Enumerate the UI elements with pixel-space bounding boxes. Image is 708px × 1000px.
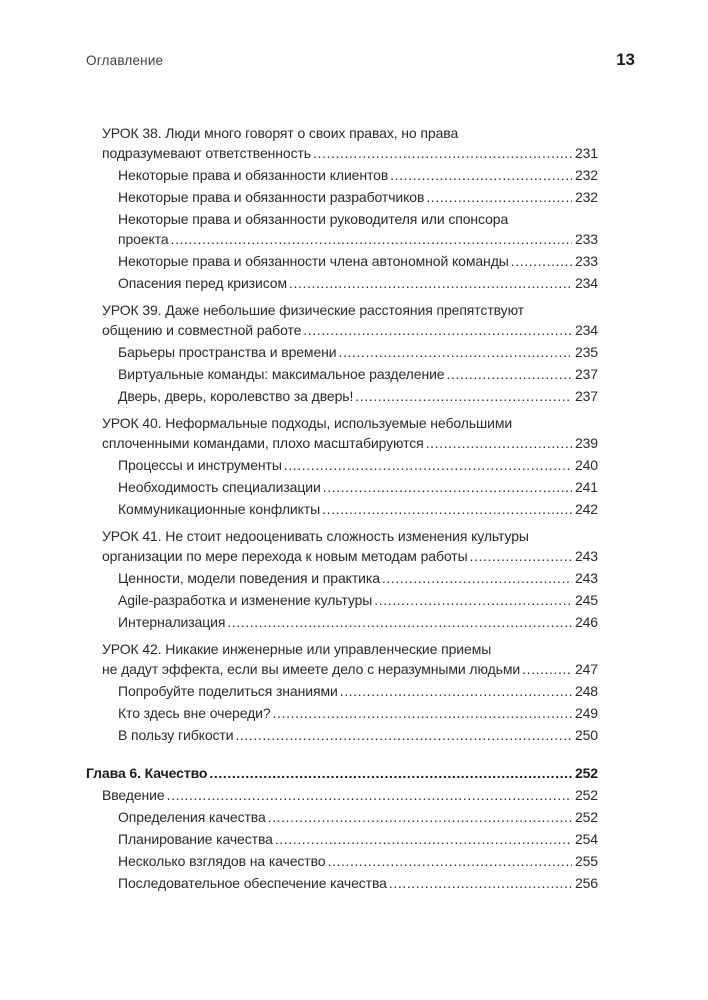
toc-page-number: 252 — [574, 765, 598, 781]
toc-entry-leader-row — [86, 763, 598, 783]
toc-entry-text: подразумевают ответственность — [102, 145, 312, 161]
toc-entry-text: УРОК 39. Даже небольшие физические расстояния препятствуют — [102, 302, 524, 318]
dot-leader — [355, 386, 572, 406]
toc-entry — [86, 526, 598, 566]
toc-page-number: 231 — [574, 145, 598, 161]
dot-leader — [167, 785, 572, 805]
table-of-contents — [86, 116, 598, 893]
dot-leader — [522, 659, 572, 679]
toc-entry-text: сплоченными командами, плохо масштабируются — [102, 435, 424, 451]
toc-entry — [86, 568, 598, 588]
toc-entry-leader-row — [118, 342, 598, 362]
toc-entry-leader-row — [102, 433, 598, 453]
toc-page-number: 252 — [574, 809, 598, 825]
dot-leader — [313, 143, 572, 163]
dot-leader — [446, 364, 571, 384]
dot-leader — [235, 725, 571, 745]
toc-entry — [86, 851, 598, 871]
dot-leader — [273, 703, 572, 723]
dot-leader — [171, 229, 572, 249]
toc-entry — [86, 413, 598, 453]
toc-entry-text: Agile-разработка и изменение культуры — [118, 592, 373, 608]
toc-page-number: 245 — [574, 592, 598, 608]
toc-page-number: 247 — [574, 661, 598, 677]
toc-entry-leader-row — [118, 364, 598, 384]
toc-entry-text: УРОК 42. Никакие инженерные или управленческие приемы — [102, 641, 492, 657]
toc-entry-leader-row — [118, 273, 598, 293]
toc-entry — [86, 455, 598, 475]
toc-entry — [86, 873, 598, 893]
toc-entry-leader-row — [118, 455, 598, 475]
toc-page-number: 254 — [574, 831, 598, 847]
toc-entry-text: Кто здесь вне очереди? — [118, 705, 271, 721]
toc-entry-leader-row — [118, 829, 598, 849]
toc-page-number: 243 — [574, 570, 598, 586]
dot-leader — [328, 851, 572, 871]
toc-entry — [86, 123, 598, 163]
toc-entry-text: Определения качества — [118, 809, 266, 825]
toc-entry-text: Планирование качества — [118, 831, 273, 847]
dot-leader — [275, 829, 572, 849]
toc-entry-text: Виртуальные команды: максимальное разделение — [118, 366, 445, 382]
toc-page-number: 240 — [574, 457, 598, 473]
toc-page-number: 248 — [574, 683, 598, 699]
toc-entry-text: УРОК 40. Неформальные подходы, используемые небольшими — [102, 415, 513, 431]
toc-entry-leader-row — [118, 229, 598, 249]
toc-entry-text: Процессы и инструменты — [118, 457, 282, 473]
toc-entry-text: Необходимость специализации — [118, 479, 321, 495]
toc-entry-leader-row — [102, 546, 598, 566]
toc-entry-leader-row — [102, 320, 598, 340]
toc-entry — [86, 499, 598, 519]
toc-entry — [86, 807, 598, 827]
toc-entry-text: В пользу гибкости — [118, 727, 234, 743]
toc-page-number: 234 — [574, 275, 598, 291]
toc-entry-text: Опасения перед кризисом — [118, 275, 287, 291]
toc-entry — [86, 785, 598, 805]
toc-entry-leader-row — [118, 612, 598, 632]
toc-page-number: 250 — [574, 727, 598, 743]
toc-page-number: 234 — [574, 322, 598, 338]
toc-entry-text: Несколько взглядов на качество — [118, 853, 326, 869]
dot-leader — [284, 455, 572, 475]
toc-entry-text: Некоторые права и обязанности клиентов — [118, 167, 389, 183]
dot-leader — [303, 320, 572, 340]
toc-entry-text: Интернализация — [118, 614, 226, 630]
toc-page-number: 232 — [574, 167, 598, 183]
dot-leader — [268, 807, 572, 827]
toc-page-number: 237 — [574, 366, 598, 382]
dot-leader — [227, 612, 572, 632]
toc-page-number: 241 — [574, 479, 598, 495]
toc-entry-text: Последовательное обеспечение качества — [118, 875, 387, 891]
toc-entry — [86, 639, 598, 679]
toc-entry-leader-row — [118, 725, 598, 745]
toc-page-number: 249 — [574, 705, 598, 721]
toc-entry — [86, 386, 598, 406]
toc-entry-text: общению и совместной работе — [102, 322, 302, 338]
toc-entry — [86, 165, 598, 185]
dot-leader — [374, 590, 572, 610]
toc-page-number: 243 — [574, 548, 598, 564]
toc-entry-leader-row — [118, 568, 598, 588]
toc-page-number: 233 — [574, 253, 598, 269]
dot-leader — [289, 273, 572, 293]
running-title: Оглавление — [86, 53, 164, 68]
dot-leader — [511, 251, 572, 271]
dot-leader — [209, 763, 572, 783]
toc-entry — [86, 364, 598, 384]
toc-entry-leader-row — [118, 477, 598, 497]
dot-leader — [426, 433, 572, 453]
dot-leader — [426, 187, 572, 207]
toc-entry-text: не дадут эффекта, если вы имеете дело с неразумными людьми — [102, 661, 521, 677]
toc-entry-text: Ценности, модели поведения и практика — [118, 570, 380, 586]
toc-entry-text: Некоторые права и обязанности разработчиков — [118, 189, 425, 205]
toc-entry-text: Некоторые права и обязанности руководителя или спонсора — [118, 211, 509, 227]
dot-leader — [389, 873, 572, 893]
toc-entry-leader-row — [102, 659, 598, 679]
toc-entry-leader-row — [102, 785, 598, 805]
toc-entry — [86, 273, 598, 293]
toc-entry — [86, 703, 598, 723]
toc-page-number: 239 — [574, 435, 598, 451]
toc-page-number: 233 — [574, 231, 598, 247]
page-header — [86, 50, 635, 70]
toc-entry — [86, 763, 598, 783]
toc-entry-text: Введение — [102, 787, 165, 803]
toc-entry-leader-row — [118, 590, 598, 610]
toc-entry — [86, 300, 598, 340]
toc-page-number: 255 — [574, 853, 598, 869]
toc-entry-leader-row — [118, 851, 598, 871]
page-number: 13 — [616, 50, 635, 69]
toc-entry — [86, 477, 598, 497]
toc-entry — [86, 251, 598, 271]
toc-page-number: 232 — [574, 189, 598, 205]
toc-entry-leader-row — [118, 187, 598, 207]
toc-entry-leader-row — [118, 681, 598, 701]
toc-entry-leader-row — [118, 165, 598, 185]
toc-entry-text: Барьеры пространства и времени — [118, 344, 337, 360]
toc-entry-leader-row — [118, 386, 598, 406]
dot-leader — [339, 342, 572, 362]
toc-entry — [86, 209, 598, 249]
toc-entry-text: Дверь, дверь, королевство за дверь! — [118, 388, 354, 404]
toc-entry-text: Глава 6. Качество — [86, 765, 208, 781]
toc-entry-leader-row — [118, 807, 598, 827]
toc-page-number: 256 — [574, 875, 598, 891]
dot-leader — [382, 568, 572, 588]
dot-leader — [390, 165, 572, 185]
toc-entry — [86, 612, 598, 632]
toc-entry-text: организации по мере перехода к новым методам работы — [102, 548, 468, 564]
toc-entry-leader-row — [118, 703, 598, 723]
toc-entry — [86, 342, 598, 362]
dot-leader — [470, 546, 572, 566]
toc-entry — [86, 829, 598, 849]
toc-entry-text: УРОК 41. Не стоит недооценивать сложность изменения культуры — [102, 528, 529, 544]
toc-entry-text: проекта — [118, 231, 169, 247]
toc-entry-leader-row — [118, 499, 598, 519]
toc-entry-text: Попробуйте поделиться знаниями — [118, 683, 338, 699]
toc-entry — [86, 725, 598, 745]
dot-leader — [323, 477, 572, 497]
toc-page-number: 242 — [574, 501, 598, 517]
toc-entry-leader-row — [118, 873, 598, 893]
toc-entry-text: УРОК 38. Люди много говорят о своих правах, но права — [102, 125, 459, 141]
toc-entry-text: Коммуникационные конфликты — [118, 501, 321, 517]
toc-entry-leader-row — [102, 143, 598, 163]
toc-page-number: 237 — [574, 388, 598, 404]
dot-leader — [340, 681, 572, 701]
toc-page-number: 246 — [574, 614, 598, 630]
toc-entry-text: Некоторые права и обязанности члена автономной команды — [118, 253, 509, 269]
toc-entry-leader-row — [118, 251, 598, 271]
toc-entry — [86, 187, 598, 207]
dot-leader — [322, 499, 572, 519]
toc-page-number: 235 — [574, 344, 598, 360]
toc-page-number: 252 — [574, 787, 598, 803]
toc-entry — [86, 590, 598, 610]
toc-entry — [86, 681, 598, 701]
